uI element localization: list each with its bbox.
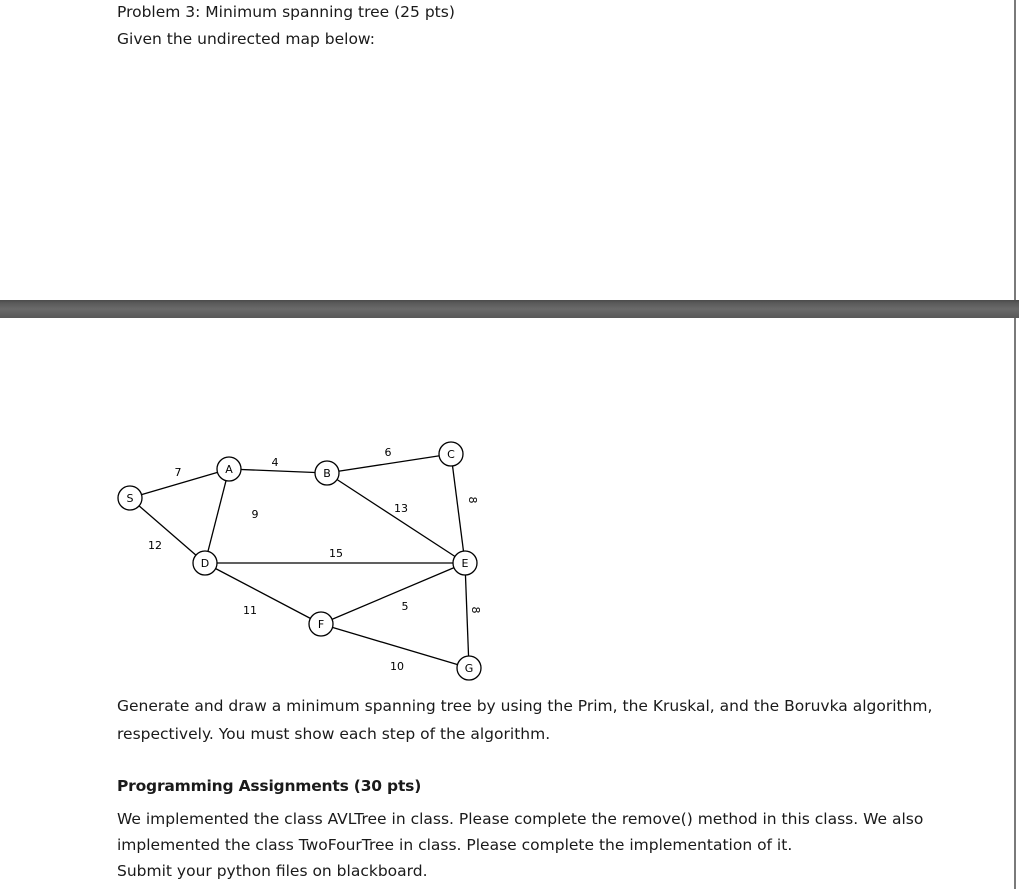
instructions-line-2: respectively. You must show each step of the algorithm. [117,725,551,743]
node-d [193,551,217,575]
edge-weight-a-b: 4 [271,456,279,469]
instructions-line-1: Generate and draw a minimum spanning tree by using the Prim, the Kruskal, and the Boruvka algorithm, [117,697,933,715]
graph-figure [0,430,520,690]
edge-weight-e-g: 8 [469,606,482,614]
page-break [0,300,1019,318]
node-b [315,461,339,485]
edge-weight-s-d: 12 [148,539,162,552]
node-label: C [447,448,455,461]
programming-line-2: implemented the class TwoFourTree in class. Please complete the implementation of it. [117,836,793,854]
edge-weight-c-e: 8 [466,496,479,504]
node-label: G [464,662,474,675]
node-e [453,551,477,575]
node-g [457,656,481,680]
node-label: B [323,467,331,480]
edge-b-e [327,473,465,563]
node-label: A [225,463,233,476]
node-label: E [461,557,469,570]
edge-weight-s-a: 7 [174,466,182,479]
node-a [217,457,241,481]
node-label: S [126,492,134,505]
instructions [117,692,932,748]
programming-line-1: We implemented the class AVLTree in class. Please complete the remove() method in this class. We also [117,810,924,828]
edge-weight-b-c: 6 [384,446,392,459]
node-f [309,612,333,636]
problem-intro: Given the undirected map below: [117,30,375,48]
edge-weight-f-g: 10 [390,660,404,673]
node-c [439,442,463,466]
edge-f-e [321,563,465,624]
problem-title: Problem 3: Minimum spanning tree (25 pts) [117,3,455,21]
edge-weight-f-e: 5 [401,600,409,613]
node-label: F [317,618,325,631]
edge-e-g [465,563,469,668]
edge-s-d [130,498,205,563]
edge-weight-b-e: 13 [394,502,408,515]
edge-c-e [451,454,465,563]
programming-line-3: Submit your python files on blackboard. [117,862,428,880]
edge-a-b [229,469,327,473]
node-label: D [200,557,210,570]
programming-heading: Programming Assignments (30 pts) [117,777,422,795]
edge-weight-a-d: 9 [251,508,259,521]
edge-weight-d-e: 15 [329,547,343,560]
edge-weight-d-f: 11 [243,604,257,617]
edge-d-f [205,563,321,624]
programming-text [117,806,923,884]
node-s [118,486,142,510]
edge-a-d [205,469,229,563]
